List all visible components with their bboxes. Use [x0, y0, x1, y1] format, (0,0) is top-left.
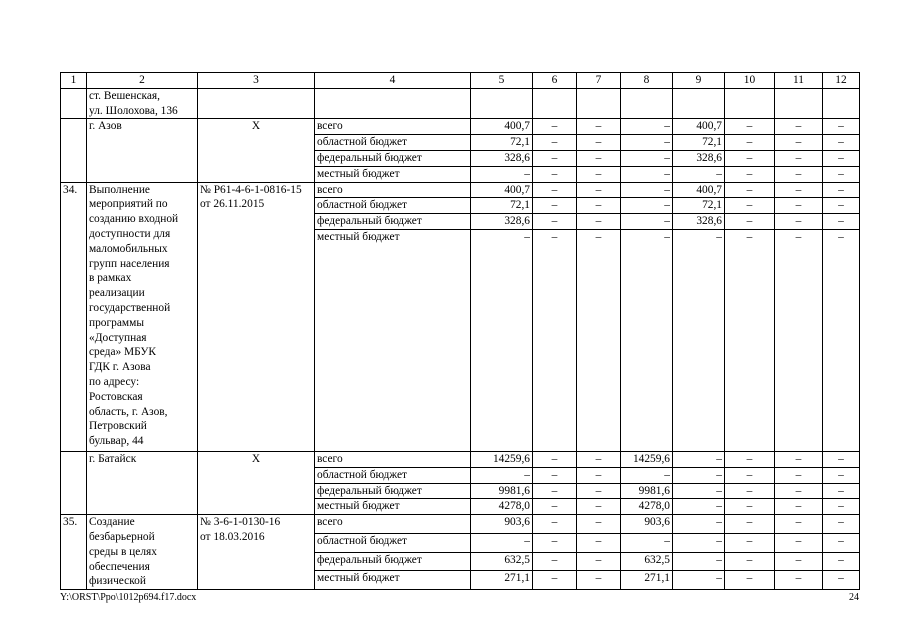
value-cell-c8: 903,6 [621, 515, 673, 534]
value-cell-c6: – [533, 182, 577, 198]
value-cell-c11: – [775, 150, 823, 166]
budget-label: всего [315, 515, 471, 534]
item-description-line: в рамках [89, 272, 132, 285]
value-cell-c11: – [775, 135, 823, 151]
value-cell-c7: – [577, 533, 621, 552]
budget-label: местный бюджет [315, 571, 471, 590]
value-cell-c10: – [725, 515, 775, 534]
value-cell-c9: 328,6 [673, 214, 725, 230]
item-description-line: физической [89, 575, 146, 588]
item-number: 35. [61, 515, 87, 590]
budget-table [60, 72, 860, 590]
column-number: 9 [673, 73, 725, 89]
budget-label: федеральный бюджет [315, 214, 471, 230]
value-cell-c8: 14259,6 [621, 451, 673, 467]
value-cell-c5: – [471, 467, 533, 483]
document-ref: Х [198, 119, 315, 182]
number-cell [61, 88, 87, 119]
budget-label: местный бюджет [315, 229, 471, 451]
header-row [61, 73, 860, 89]
value-cell-c6: – [533, 571, 577, 590]
budget-label: областной бюджет [315, 467, 471, 483]
item-description-line: Создание [89, 516, 135, 529]
budget-label: местный бюджет [315, 166, 471, 182]
value-cell-c9: – [673, 571, 725, 590]
value-cell-c11: – [775, 499, 823, 515]
value-cell-c12: – [823, 166, 860, 182]
item-description-line: среда» МБУК [89, 346, 156, 359]
value-cell-c6: – [533, 119, 577, 135]
value-cell-c8: – [621, 467, 673, 483]
item-description-line: ГДК г. Азова [89, 361, 151, 374]
value-cell-c5: 4278,0 [471, 499, 533, 515]
item-description-line: бульвар, 44 [89, 435, 144, 448]
value-cell-c11: – [775, 182, 823, 198]
budget-label: федеральный бюджет [315, 150, 471, 166]
value-cell-c6: – [533, 214, 577, 230]
value-cell-c5: 14259,6 [471, 451, 533, 467]
address-text-line: ул. Шолохова, 136 [89, 104, 178, 117]
column-number: 11 [775, 73, 823, 89]
value-cell-c7: – [577, 119, 621, 135]
value-cell-c10: – [725, 182, 775, 198]
value-cell-c9: – [673, 552, 725, 571]
value-cell-c8: – [621, 198, 673, 214]
budget-label: федеральный бюджет [315, 552, 471, 571]
item-description-line: обеспечения [89, 560, 150, 573]
number-cell [61, 119, 87, 182]
value-cell-c10: – [725, 483, 775, 499]
item35-row [61, 515, 860, 534]
value-cell-c8: 271,1 [621, 571, 673, 590]
value-cell-c9: – [673, 483, 725, 499]
empty-cell [621, 88, 673, 119]
value-cell-c12: – [823, 182, 860, 198]
value-cell-c6: – [533, 515, 577, 534]
value-cell-c10: – [725, 552, 775, 571]
column-number: 4 [315, 73, 471, 89]
value-cell-c10: – [725, 119, 775, 135]
table-body [61, 73, 860, 590]
value-cell-c6: – [533, 451, 577, 467]
value-cell-c11: – [775, 229, 823, 451]
column-number: 7 [577, 73, 621, 89]
item-description-line: маломобильных [89, 242, 168, 255]
item-number: 34. [61, 182, 87, 451]
document-ref-line: от 26.11.2015 [200, 198, 265, 211]
empty-cell [198, 88, 315, 119]
value-cell-c9: – [673, 515, 725, 534]
item-description-line: программы [89, 316, 144, 329]
empty-cell [471, 88, 533, 119]
value-cell-c11: – [775, 483, 823, 499]
place-name: г. Батайск [87, 451, 198, 514]
page-number: 24 [849, 592, 859, 603]
value-cell-c12: – [823, 515, 860, 534]
value-cell-c12: – [823, 135, 860, 151]
value-cell-c11: – [775, 451, 823, 467]
empty-cell [775, 88, 823, 119]
value-cell-c10: – [725, 150, 775, 166]
budget-label: всего [315, 451, 471, 467]
column-number: 1 [61, 73, 87, 89]
value-cell-c6: – [533, 166, 577, 182]
budget-label: федеральный бюджет [315, 483, 471, 499]
value-cell-c7: – [577, 214, 621, 230]
document-ref-line: № Р61-4-6-1-0816-15 [200, 183, 302, 196]
value-cell-c6: – [533, 552, 577, 571]
value-cell-c5: – [471, 533, 533, 552]
value-cell-c12: – [823, 198, 860, 214]
value-cell-c12: – [823, 451, 860, 467]
value-cell-c12: – [823, 571, 860, 590]
value-cell-c6: – [533, 533, 577, 552]
value-cell-c5: 400,7 [471, 119, 533, 135]
value-cell-c7: – [577, 467, 621, 483]
value-cell-c11: – [775, 552, 823, 571]
value-cell-c11: – [775, 515, 823, 534]
value-cell-c8: – [621, 150, 673, 166]
value-cell-c12: – [823, 229, 860, 451]
value-cell-c12: – [823, 150, 860, 166]
budget-label: областной бюджет [315, 533, 471, 552]
value-cell-c8: – [621, 119, 673, 135]
value-cell-c9: – [673, 533, 725, 552]
item-description-line: мероприятий по [89, 198, 168, 211]
value-cell-c9: 72,1 [673, 198, 725, 214]
value-cell-c8: – [621, 182, 673, 198]
value-cell-c12: – [823, 483, 860, 499]
value-cell-c10: – [725, 467, 775, 483]
address-text [87, 88, 198, 119]
value-cell-c9: 400,7 [673, 119, 725, 135]
value-cell-c9: – [673, 499, 725, 515]
value-cell-c10: – [725, 214, 775, 230]
item-description-line: государственной [89, 301, 171, 314]
value-cell-c10: – [725, 166, 775, 182]
item-description-line: Выполнение [89, 183, 150, 196]
value-cell-c11: – [775, 198, 823, 214]
document-ref-line: от 18.03.2016 [200, 530, 265, 543]
value-cell-c5: 72,1 [471, 135, 533, 151]
value-cell-c9: – [673, 467, 725, 483]
budget-label: местный бюджет [315, 499, 471, 515]
item-description-line: по адресу: [89, 375, 140, 388]
empty-cell [725, 88, 775, 119]
value-cell-c8: – [621, 135, 673, 151]
value-cell-c7: – [577, 198, 621, 214]
column-number: 3 [198, 73, 315, 89]
value-cell-c5: 632,5 [471, 552, 533, 571]
item-description-line: безбарьерной [89, 530, 155, 543]
value-cell-c9: – [673, 451, 725, 467]
value-cell-c12: – [823, 214, 860, 230]
value-cell-c11: – [775, 571, 823, 590]
value-cell-c12: – [823, 467, 860, 483]
value-cell-c5: 9981,6 [471, 483, 533, 499]
item-description-line: групп населения [89, 257, 170, 270]
value-cell-c8: – [621, 229, 673, 451]
value-cell-c10: – [725, 571, 775, 590]
bataysk-row [61, 451, 860, 467]
item-description-line: реализации [89, 287, 145, 300]
file-path: Y:\ORST\Ppo\1012p694.f17.docx [60, 592, 197, 603]
column-number: 10 [725, 73, 775, 89]
value-cell-c12: – [823, 499, 860, 515]
column-number: 5 [471, 73, 533, 89]
value-cell-c5: 328,6 [471, 150, 533, 166]
value-cell-c6: – [533, 135, 577, 151]
value-cell-c10: – [725, 533, 775, 552]
empty-cell [673, 88, 725, 119]
value-cell-c9: 400,7 [673, 182, 725, 198]
continuation-row [61, 88, 860, 119]
empty-cell [315, 88, 471, 119]
budget-label: всего [315, 119, 471, 135]
budget-label: областной бюджет [315, 198, 471, 214]
item-description [87, 515, 198, 590]
value-cell-c8: – [621, 166, 673, 182]
value-cell-c6: – [533, 198, 577, 214]
value-cell-c7: – [577, 166, 621, 182]
value-cell-c7: – [577, 135, 621, 151]
value-cell-c6: – [533, 499, 577, 515]
column-number: 6 [533, 73, 577, 89]
value-cell-c7: – [577, 229, 621, 451]
empty-cell [577, 88, 621, 119]
value-cell-c11: – [775, 214, 823, 230]
value-cell-c12: – [823, 552, 860, 571]
budget-label: областной бюджет [315, 135, 471, 151]
value-cell-c7: – [577, 552, 621, 571]
value-cell-c7: – [577, 150, 621, 166]
value-cell-c12: – [823, 119, 860, 135]
empty-cell [823, 88, 860, 119]
value-cell-c8: – [621, 214, 673, 230]
value-cell-c10: – [725, 135, 775, 151]
item-description-line: «Доступная [89, 331, 147, 344]
value-cell-c5: – [471, 229, 533, 451]
value-cell-c11: – [775, 119, 823, 135]
value-cell-c10: – [725, 451, 775, 467]
item-description-line: созданию входной [89, 213, 179, 226]
value-cell-c6: – [533, 150, 577, 166]
value-cell-c6: – [533, 467, 577, 483]
value-cell-c5: 271,1 [471, 571, 533, 590]
value-cell-c6: – [533, 229, 577, 451]
value-cell-c5: 903,6 [471, 515, 533, 534]
value-cell-c8: 9981,6 [621, 483, 673, 499]
value-cell-c8: – [621, 533, 673, 552]
column-number: 2 [87, 73, 198, 89]
value-cell-c8: 4278,0 [621, 499, 673, 515]
value-cell-c7: – [577, 483, 621, 499]
value-cell-c7: – [577, 571, 621, 590]
value-cell-c5: – [471, 166, 533, 182]
number-cell [61, 451, 87, 514]
value-cell-c7: – [577, 515, 621, 534]
value-cell-c10: – [725, 499, 775, 515]
document-ref: Х [198, 451, 315, 514]
budget-label: всего [315, 182, 471, 198]
item-description-line: Ростовская [89, 390, 143, 403]
value-cell-c9: – [673, 229, 725, 451]
value-cell-c9: 328,6 [673, 150, 725, 166]
value-cell-c7: – [577, 182, 621, 198]
value-cell-c7: – [577, 499, 621, 515]
item34-row [61, 182, 860, 198]
document-ref [198, 515, 315, 590]
item-description-line: среды в целях [89, 545, 157, 558]
empty-cell [533, 88, 577, 119]
value-cell-c12: – [823, 533, 860, 552]
value-cell-c5: 328,6 [471, 214, 533, 230]
item-description-line: область, г. Азов, [89, 405, 168, 418]
document-ref [198, 182, 315, 451]
value-cell-c10: – [725, 229, 775, 451]
value-cell-c5: 72,1 [471, 198, 533, 214]
value-cell-c10: – [725, 198, 775, 214]
item-description-line: Петровский [89, 420, 147, 433]
item-description [87, 182, 198, 451]
item-description-line: доступности для [89, 227, 171, 240]
value-cell-c6: – [533, 483, 577, 499]
value-cell-c11: – [775, 467, 823, 483]
value-cell-c7: – [577, 451, 621, 467]
value-cell-c9: – [673, 166, 725, 182]
document-ref-line: № 3-6-1-0130-16 [200, 516, 281, 529]
azov-row [61, 119, 860, 135]
value-cell-c11: – [775, 533, 823, 552]
value-cell-c11: – [775, 166, 823, 182]
value-cell-c9: 72,1 [673, 135, 725, 151]
value-cell-c8: 632,5 [621, 552, 673, 571]
place-name: г. Азов [87, 119, 198, 182]
value-cell-c5: 400,7 [471, 182, 533, 198]
column-number: 12 [823, 73, 860, 89]
column-number: 8 [621, 73, 673, 89]
address-text-line: ст. Вешенская, [89, 89, 161, 102]
